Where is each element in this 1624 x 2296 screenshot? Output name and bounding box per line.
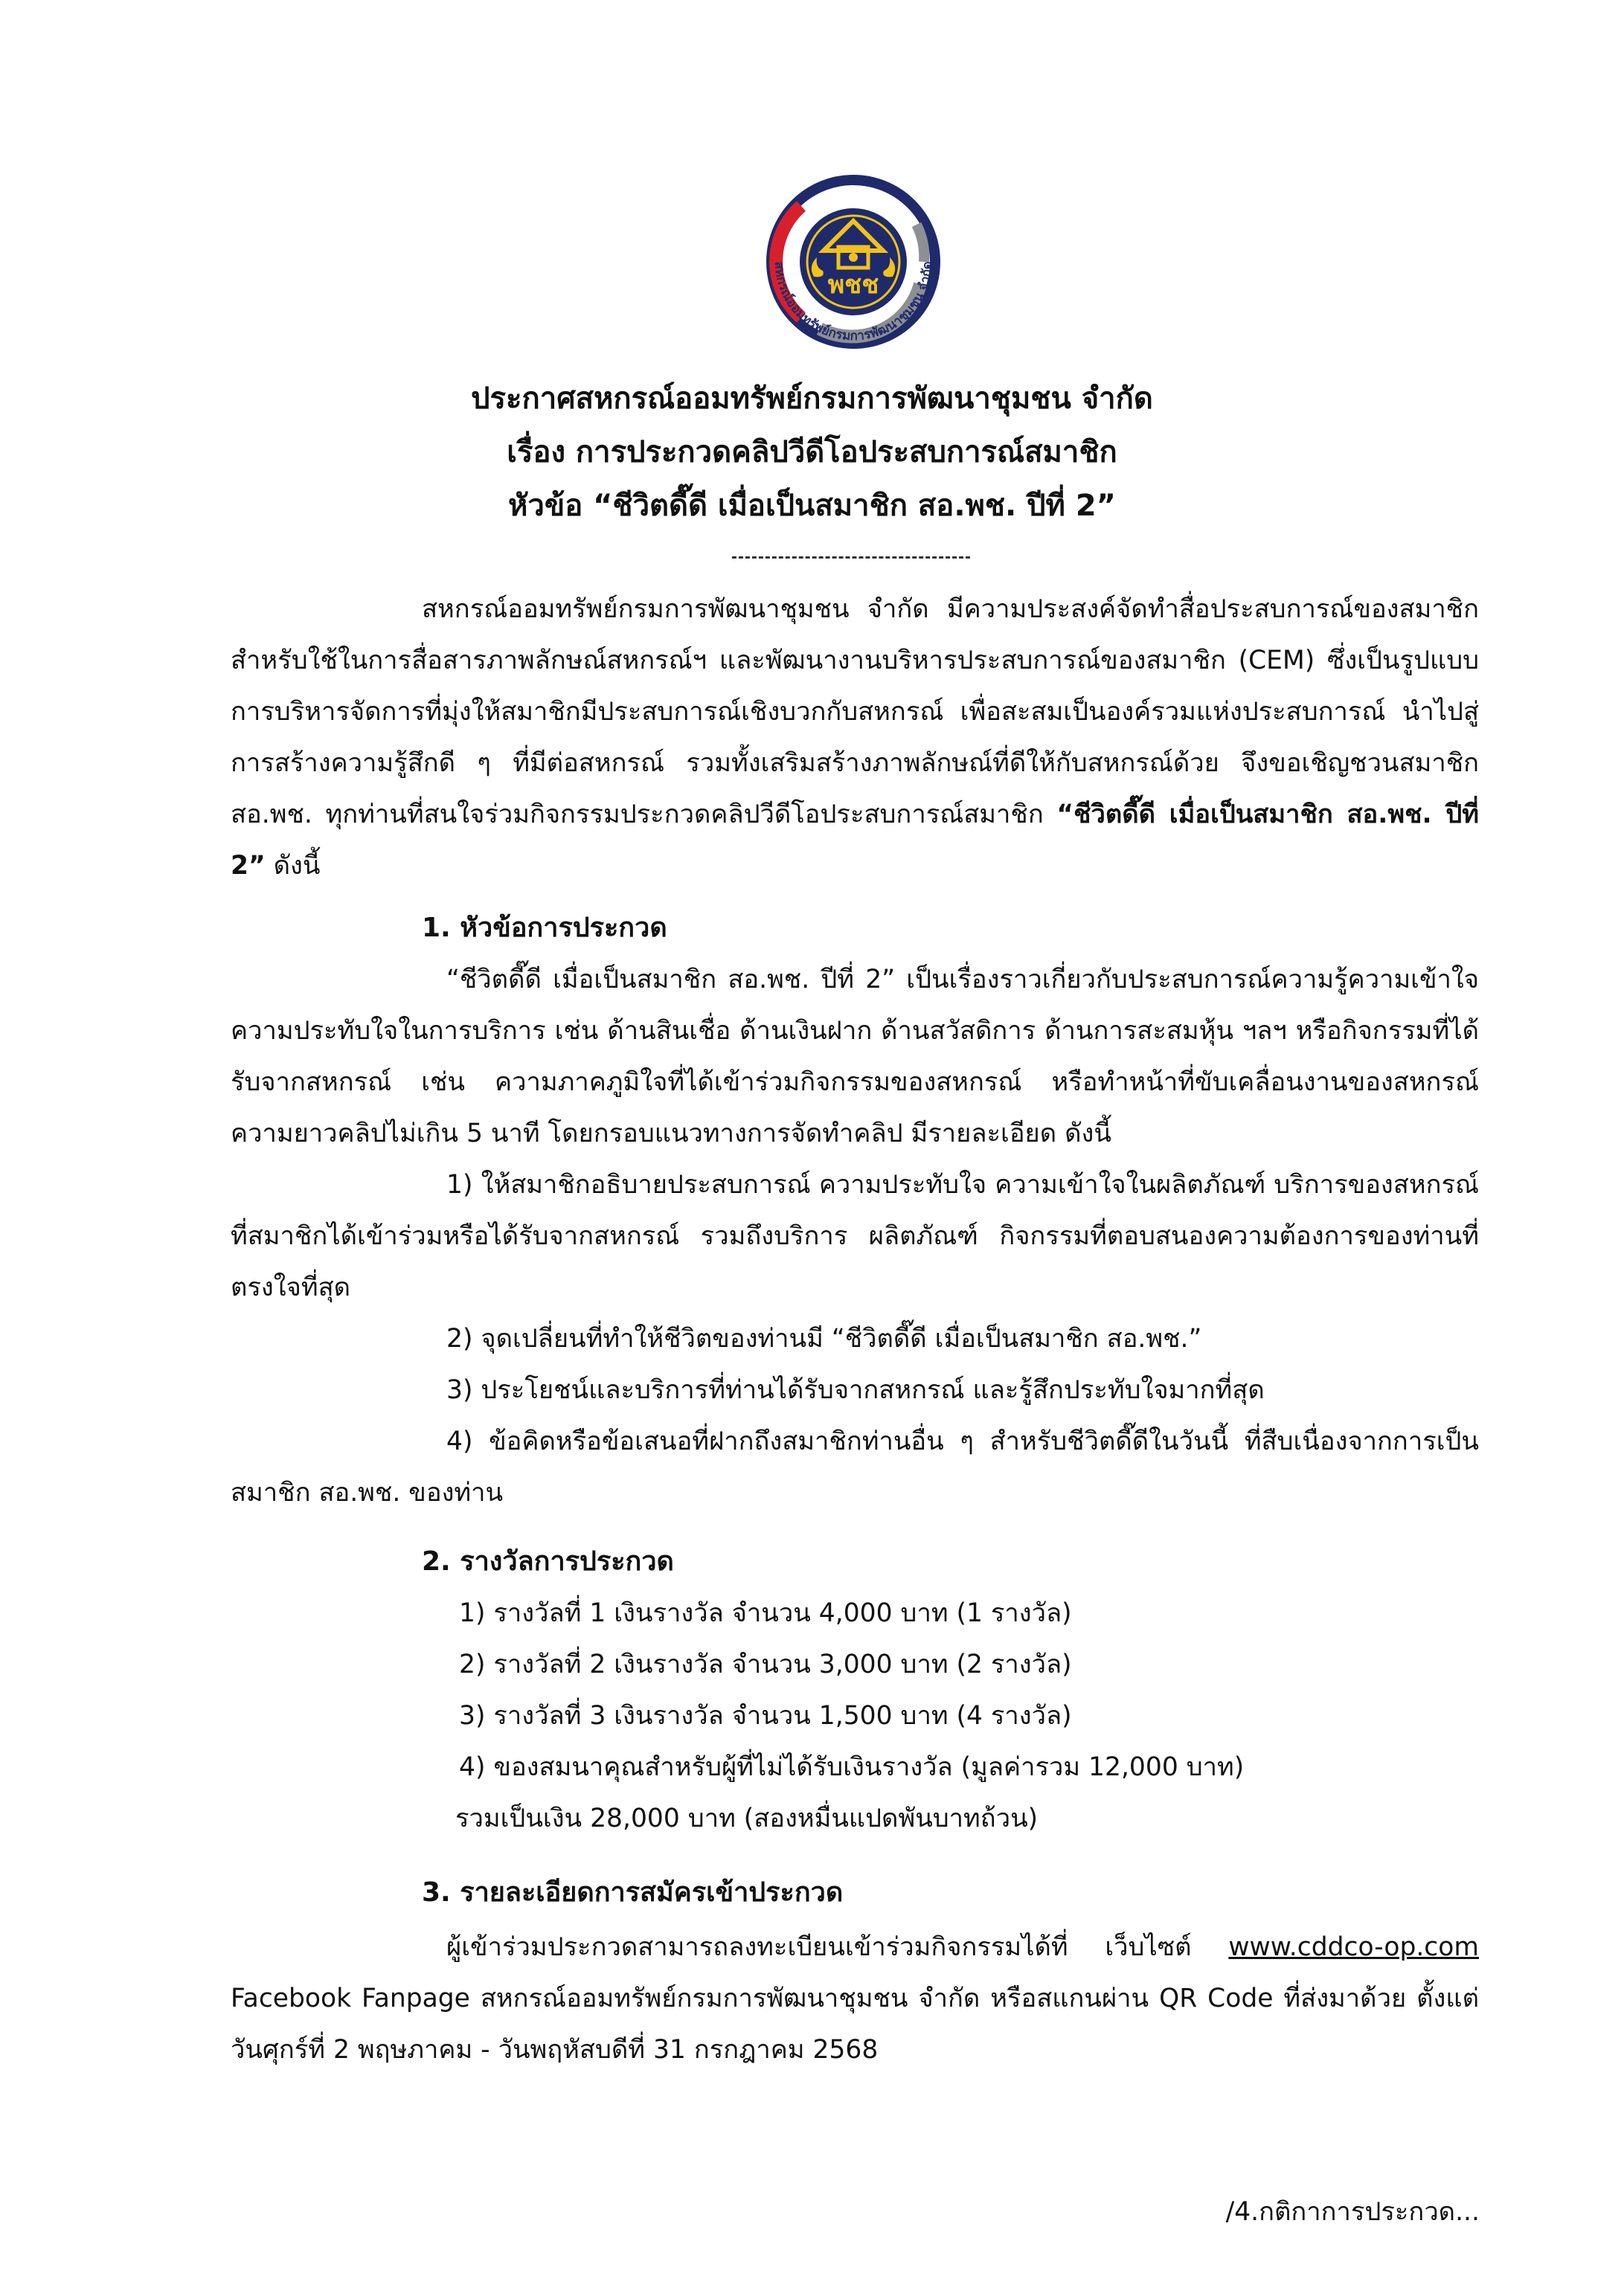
section1-body: “ชีวิตดี๊ดี เมื่อเป็นสมาชิก สอ.พช. ปีที่ 2” เป็นเรื่องราวเกี่ยวกับประสบการณ์ความรู้ความเข้าใจ ความประทับใจในการบริการ เช่น ด้านสินเชื่อ ด้านเงินฝาก ด้านสวัสดิการ ด้านการสะสมหุ้น ฯลฯ หรือกิจกรรมที่ได้รับจากสหกรณ์ เช่น ความภาคภูมิใจที่ได้เข้าร่วมกิจกรรมของสหกรณ์ หรือทำหน้าที่ขับเคลื่อนงานของสหกรณ์ ความยาวคลิปไม่เกิน 5 นาที โดยกรอบแนวทางการจัดทำคลิป มีรายละเอียด ดังนี้	[231, 965, 1479, 1148]
logo-center-text: พชช	[827, 270, 879, 300]
prize-item-1: 1) รางวัลที่ 1 เงินรางวัล จำนวน 4,000 บาท (1 รางวัล)	[459, 1598, 1072, 1628]
cooperative-logo	[731, 173, 976, 351]
section1-item-3: 3) ประโยชน์และบริการที่ท่านได้รับจากสหกรณ์ และรู้สึกประทับใจมากที่สุด	[446, 1375, 1265, 1405]
announcement-subject: เรื่อง การประกวดคลิปวีดีโอประสบการณ์สมาชิก	[507, 435, 1117, 469]
title-divider	[732, 556, 970, 559]
section1-heading: 1. หัวข้อการประกวด	[422, 913, 667, 943]
website-link[interactable]: www.cddco-op.com	[1228, 1932, 1479, 1962]
intro-paragraph	[231, 584, 1479, 892]
section3-heading: 3. รายละเอียดการสมัครเข้าประกวด	[422, 1877, 844, 1908]
section3-text-before: ผู้เข้าร่วมประกวดสามารถลงทะเบียนเข้าร่วมกิจกรรมได้ที่ เว็บไซต์	[446, 1932, 1229, 1962]
section2-heading: 2. รางวัลการประกวด	[422, 1546, 674, 1577]
next-page-marker: /4.กติกาการประกวด...	[1225, 2197, 1480, 2227]
prize-item-4: 4) ของสมนาคุณสำหรับผู้ที่ไม่ได้รับเงินรางวัล (มูลค่ารวม 12,000 บาท)	[459, 1752, 1245, 1782]
intro-tail: ดังนี้	[265, 851, 321, 881]
section1-item-1: 1) ให้สมาชิกอธิบายประสบการณ์ ความประทับใจ ความเข้าใจในผลิตภัณฑ์ บริการของสหกรณ์ที่สมาชิกได้เข้าร่วมหรือได้รับจากสหกรณ์ รวมถึงบริการ ผลิตภัณฑ์ กิจกรรมที่ตอบสนองความต้องการของท่านที่ตรงใจที่สุด	[231, 1170, 1479, 1302]
section3-text-after: Facebook Fanpage สหกรณ์ออมทรัพย์กรมการพัฒนาชุมชน จำกัด หรือสแกนผ่าน QR Code ที่ส่งมาด้วย ตั้งแต่วันศุกร์ที่ 2 พฤษภาคม - วันพฤหัสบดีที่ 31 กรกฎาคม 2568	[231, 1984, 1479, 2065]
intro-bold-title: “ชีวิตดี๊ดี เมื่อเป็นสมาชิก สอ.พช. ปีที่ 2”	[231, 800, 1479, 881]
section1-item-4: 4) ข้อคิดหรือข้อเสนอที่ฝากถึงสมาชิกท่านอื่น ๆ สำหรับชีวิตดี๊ดีในวันนี้ ที่สืบเนื่องจากการเป็นสมาชิก สอ.พช. ของท่าน	[231, 1427, 1479, 1508]
section3-body	[231, 1922, 1479, 2076]
logo-ring-text: สหกรณ์ออมทรัพย์กรมการพัฒนาชุมชน จำกัด	[771, 260, 936, 344]
announcement-topic: หัวข้อ “ชีวิตดี๊ดี เมื่อเป็นสมาชิก สอ.พช. ปีที่ 2”	[508, 489, 1116, 523]
prize-item-2: 2) รางวัลที่ 2 เงินรางวัล จำนวน 3,000 บาท (2 รางวัล)	[459, 1650, 1072, 1679]
prize-total: รวมเป็นเงิน 28,000 บาท (สองหมื่นแปดพันบาทถ้วน)	[455, 1804, 1039, 1833]
intro-text: สหกรณ์ออมทรัพย์กรมการพัฒนาชุมชน จำกัด มีความประสงค์จัดทำสื่อประสบการณ์ของสมาชิกสำหรับใช้ในการสื่อสารภาพลักษณ์สหกรณ์ฯ และพัฒนางานบริหารประสบการณ์ของสมาชิก (CEM) ซึ่งเป็นรูปแบบการบริหารจัดการที่มุ่งให้สมาชิกมีประสบการณ์เชิงบวกกับสหกรณ์ เพื่อสะสมเป็นองค์รวมแห่งประสบการณ์ นำไปสู่การสร้างความรู้สึกดี ๆ ที่มีต่อสหกรณ์ รวมทั้งเสริมสร้างภาพลักษณ์ที่ดีให้กับสหกรณ์ด้วย จึงขอเชิญชวนสมาชิก สอ.พช. ทุกท่านที่สนใจร่วมกิจกรรมประกวดคลิปวีดีโอประสบการณ์สมาชิก	[231, 594, 1479, 829]
prize-item-3: 3) รางวัลที่ 3 เงินรางวัล จำนวน 1,500 บาท (4 รางวัล)	[459, 1701, 1072, 1731]
announcement-title: ประกาศสหกรณ์ออมทรัพย์กรมการพัฒนาชุมชน จำกัด	[471, 382, 1153, 416]
section1-item-2: 2) จุดเปลี่ยนที่ทำให้ชีวิตของท่านมี “ชีวิตดี๊ดี เมื่อเป็นสมาชิก สอ.พช.”	[446, 1324, 1202, 1354]
